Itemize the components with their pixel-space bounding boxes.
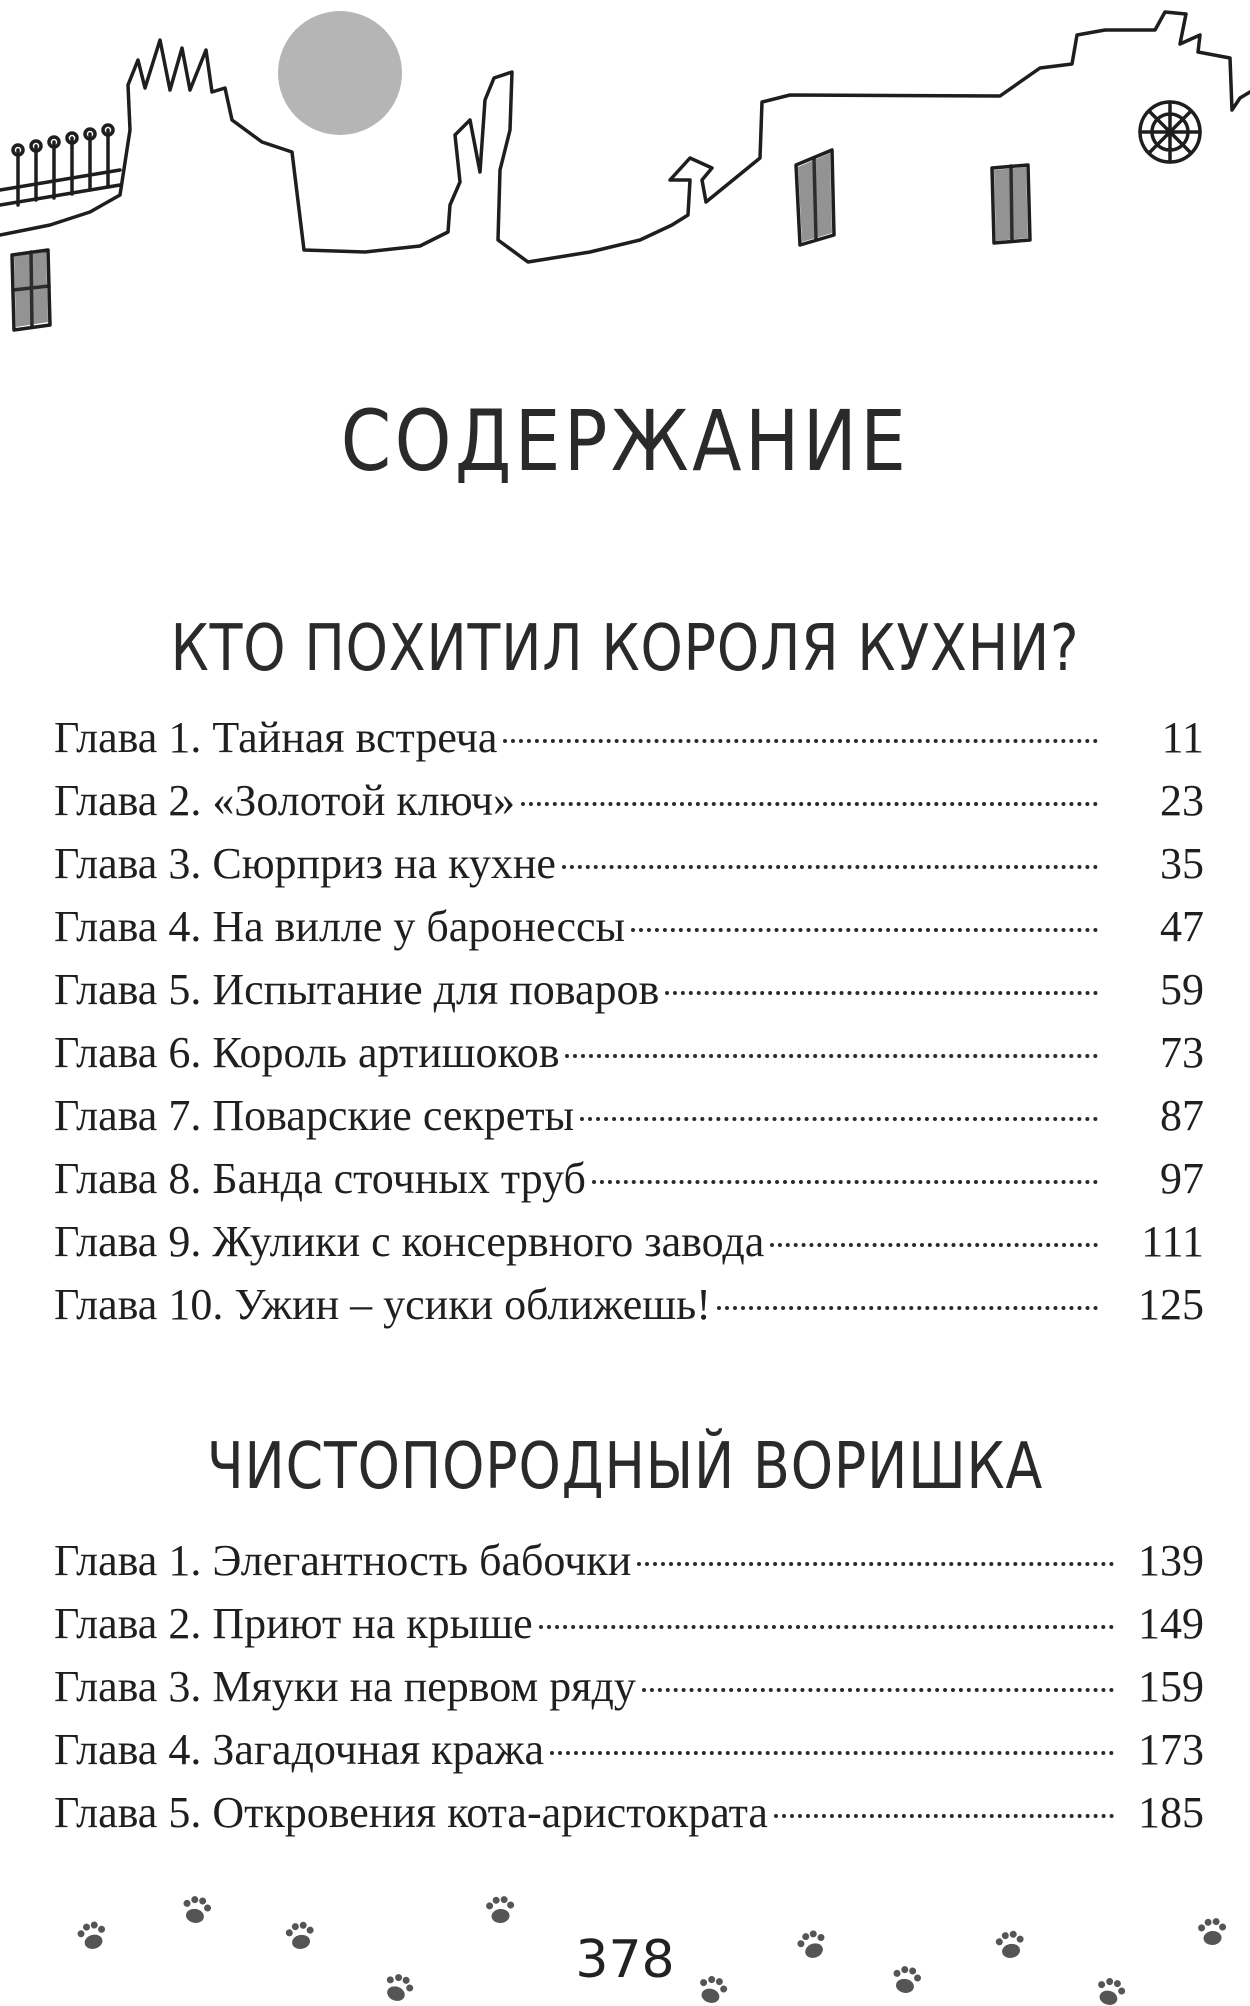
dot-leader	[503, 739, 1098, 743]
toc-entry[interactable]	[54, 1279, 1204, 1342]
page-number: 378	[575, 1930, 675, 1990]
toc-entry[interactable]	[54, 1724, 1204, 1787]
page-ref: 87	[1160, 1091, 1204, 1140]
dot-leader	[631, 928, 1098, 932]
chapter-title: Глава 3. Мяуки на первом ряду	[54, 1662, 636, 1711]
page-ref: 97	[1160, 1154, 1204, 1203]
chapter-list-1	[54, 712, 1204, 1342]
moon-icon	[278, 11, 402, 135]
rooftop-illustration	[0, 0, 1250, 340]
toc-entry[interactable]	[54, 1787, 1204, 1850]
dot-leader	[580, 1117, 1098, 1121]
page-ref: 59	[1160, 965, 1204, 1014]
chapter-title: Глава 1. Тайная встреча	[54, 713, 498, 762]
toc-entry[interactable]	[54, 1598, 1204, 1661]
toc-entry[interactable]	[54, 1661, 1204, 1724]
toc-entry[interactable]	[54, 1027, 1204, 1090]
toc-entry[interactable]	[54, 838, 1204, 901]
chapter-title: Глава 2. Приют на крыше	[54, 1599, 533, 1648]
toc-entry[interactable]	[54, 964, 1204, 1027]
page-ref: 111	[1141, 1217, 1204, 1266]
dot-leader	[665, 991, 1098, 995]
dot-leader	[550, 1751, 1114, 1755]
chapter-title: Глава 3. Сюрприз на кухне	[54, 839, 556, 888]
dot-leader	[770, 1243, 1098, 1247]
chapter-title: Глава 4. Загадочная кража	[54, 1725, 545, 1774]
page-ref: 173	[1138, 1725, 1204, 1774]
toc-entry[interactable]	[54, 712, 1204, 775]
toc-entry[interactable]	[54, 1535, 1204, 1598]
dot-leader	[539, 1625, 1114, 1629]
page-ref: 11	[1161, 713, 1204, 762]
chapter-title: Глава 6. Король артишоков	[54, 1028, 560, 1077]
dot-leader	[521, 802, 1098, 806]
page-ref: 35	[1160, 839, 1204, 888]
chapter-title: Глава 8. Банда сточных труб	[54, 1154, 586, 1203]
dot-leader	[562, 865, 1098, 869]
page-ref: 139	[1138, 1536, 1204, 1585]
page-ref: 185	[1138, 1788, 1204, 1837]
chapter-title: Глава 2. «Золотой ключ»	[54, 776, 516, 825]
page-ref: 125	[1138, 1280, 1204, 1329]
chapter-title: Глава 10. Ужин – усики оближешь!	[54, 1280, 711, 1329]
dot-leader	[565, 1054, 1098, 1058]
chapter-list-2	[54, 1535, 1204, 1850]
page-ref: 73	[1160, 1028, 1204, 1077]
chapter-title: Глава 9. Жулики с консервного завода	[54, 1217, 765, 1266]
page-ref: 149	[1138, 1599, 1204, 1648]
toc-entry[interactable]	[54, 1153, 1204, 1216]
chapter-title: Глава 7. Поварские секреты	[54, 1091, 575, 1140]
dot-leader	[717, 1306, 1098, 1310]
dot-leader	[592, 1180, 1098, 1184]
chapter-title: Глава 5. Откровения кота-аристократа	[54, 1788, 768, 1837]
page-ref: 23	[1160, 776, 1204, 825]
toc-entry[interactable]	[54, 1216, 1204, 1279]
dot-leader	[774, 1814, 1114, 1818]
toc-entry[interactable]	[54, 901, 1204, 964]
section-title-2: ЧИСТОПОРОДНЫЙ ВОРИШКА	[206, 1430, 1044, 1504]
page-ref: 47	[1160, 902, 1204, 951]
page-ref: 159	[1138, 1662, 1204, 1711]
toc-entry[interactable]	[54, 1090, 1204, 1153]
section-title-1: КТО ПОХИТИЛ КОРОЛЯ КУХНИ?	[170, 612, 1080, 686]
page-title: СОДЕРЖАНИЕ	[340, 392, 910, 490]
chapter-title: Глава 5. Испытание для поваров	[54, 965, 660, 1014]
dot-leader	[642, 1688, 1114, 1692]
dot-leader	[637, 1562, 1114, 1566]
chapter-title: Глава 4. На вилле у баронессы	[54, 902, 626, 951]
toc-entry[interactable]	[54, 775, 1204, 838]
chapter-title: Глава 1. Элегантность бабочки	[54, 1536, 632, 1585]
